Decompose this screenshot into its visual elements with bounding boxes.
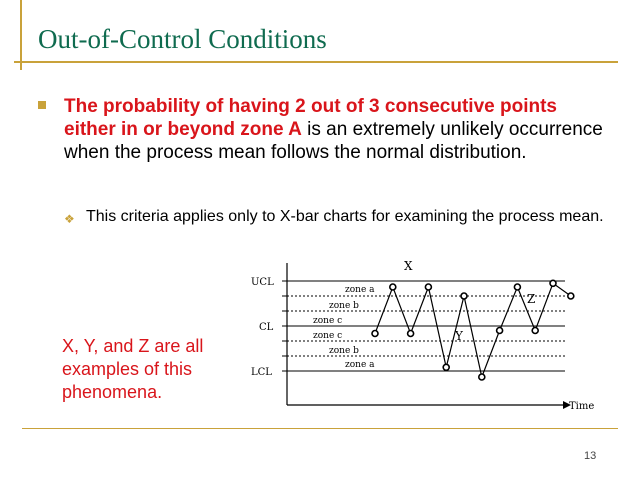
zone-label: zone b	[329, 346, 359, 356]
series-line	[375, 283, 571, 377]
page-number: 13	[584, 450, 597, 462]
ucl-label: UCL	[251, 277, 274, 288]
zone-label: zone a	[345, 285, 375, 295]
x-axis-label: Time	[569, 401, 595, 412]
series-layer	[372, 280, 574, 380]
data-point	[425, 284, 431, 290]
slide-title: Out-of-Control Conditions	[38, 24, 327, 54]
annotation-x: X	[404, 259, 413, 273]
data-point	[532, 328, 538, 334]
main-bullet-rest: is an extremely unlikely occurrence when the process mean follows the normal distribution.	[64, 119, 603, 163]
annotation-z: Z	[527, 292, 536, 306]
data-point	[550, 280, 556, 286]
title-accent-horizontal-line	[14, 61, 618, 63]
square-bullet-icon	[38, 101, 46, 109]
data-point	[479, 374, 485, 380]
title-accent-vertical-line	[20, 0, 22, 70]
footer-accent-line	[22, 428, 618, 429]
zone-label: zone c	[313, 331, 343, 341]
data-point	[461, 293, 467, 299]
control-chart	[245, 255, 605, 415]
data-point	[390, 284, 396, 290]
main-bullet-text	[64, 95, 604, 164]
diamond-bullet-icon: ❖	[64, 212, 75, 226]
side-note: X, Y, and Z are all examples of this phenomena.	[62, 336, 204, 402]
main-bullet-highlight: The probability of having 2 out of 3 consecutive points either in or beyond zone A	[64, 96, 557, 140]
sub-bullet-text: This criteria applies only to X-bar charts for examining the process mean.	[86, 208, 604, 225]
zone-label: zone c	[313, 316, 343, 326]
data-point	[443, 364, 449, 370]
data-point	[497, 328, 503, 334]
data-point	[372, 331, 378, 337]
zone-label: zone b	[329, 301, 359, 311]
annotation-y: Y	[455, 329, 463, 343]
data-point	[568, 293, 574, 299]
cl-label: CL	[259, 322, 274, 333]
zone-label: zone a	[345, 360, 375, 370]
lcl-label: LCL	[251, 367, 272, 378]
data-point	[514, 284, 520, 290]
data-point	[408, 331, 414, 337]
